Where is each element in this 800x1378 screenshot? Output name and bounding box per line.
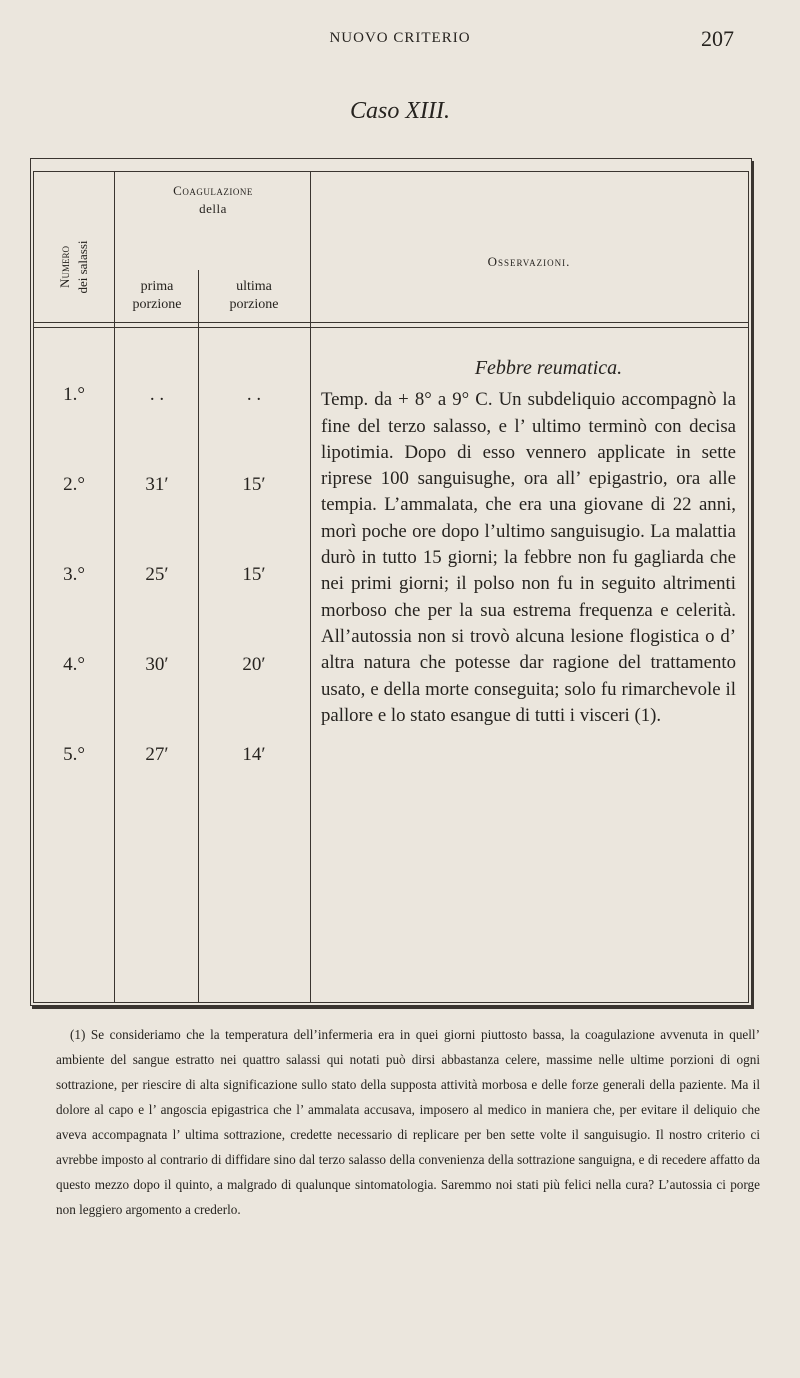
numero-label: Numero (57, 246, 72, 288)
row-number: 2.° (63, 474, 85, 495)
row-number: 5.° (63, 744, 85, 765)
ultima-porzione-header (198, 278, 310, 314)
footnote-text: (1) Se consideriamo che la temperatura dell’infermeria era in quei giorni piuttosto bassa, la coagulazione avvenuta in quell’ ambiente del sangue estratto nei quattro salassi qui notati può dirsi abbastanza celere, massime nelle ultime porzioni di ogni sottrazione, per riescire di alta significazione sullo stato della supposta attività morbosa e delle forze generali della paziente. Ma il dolore al capo e l’ angoscia epigastrica che l’ ammalata accusava, imposero al medico in maniera che, per evitare il deliquio che aveva accompagnata l’ ultima sottrazione, credette necessario di replicare per ben sette volte il sanguisugio. Il nostro criterio ci avrebbe imposto al contrario di diffidare sino dal terzo salasso della convenienza della sottrazione sanguigna, e di recedere affatto da questo mezzo dopo il quinto, a malgrado di qualunque sintomatologia. Saremmo noi stati più felici nella cura? L’autossia ci porge non leggiero argomento a crederlo. (56, 1027, 760, 1217)
coagulazione-header (116, 182, 310, 218)
prima-value: 31′ (145, 474, 169, 495)
salassi-label: dei salassi (75, 240, 90, 294)
column-divider (310, 172, 311, 1002)
row-number: 3.° (63, 564, 85, 585)
column-divider (198, 270, 199, 1002)
running-title: NUOVO CRITERIO (329, 30, 471, 46)
ultima-value: 20′ (242, 654, 266, 675)
page-number: 207 (701, 26, 734, 51)
coagulazione-label: Coagulazione (173, 183, 253, 198)
prima-porzione-header (116, 278, 198, 314)
running-header (0, 28, 800, 52)
numero-header (42, 212, 106, 322)
ultima-value: 15′ (242, 564, 266, 585)
prima-value: 25′ (145, 564, 169, 585)
ultima-value: . . (246, 384, 262, 405)
prima-porzione-label: porzione (132, 297, 182, 312)
row-number: 1.° (63, 384, 85, 405)
case-title: Caso XIII. (350, 98, 450, 124)
column-divider (114, 172, 115, 1002)
header-divider (34, 322, 748, 323)
observations-cell (321, 355, 736, 729)
footnote (56, 1022, 760, 1222)
osservazioni-header: Osservazioni. (487, 254, 571, 269)
prima-value: 30′ (145, 654, 169, 675)
ultima-value: 14′ (242, 744, 266, 765)
ultima-label: ultima (236, 279, 272, 294)
prima-label: prima (140, 279, 174, 294)
observation-title: Febbre reumatica. (474, 357, 623, 379)
ultima-value: 15′ (242, 474, 266, 495)
della-label: della (199, 201, 227, 216)
data-table (30, 158, 752, 1006)
observation-text: Temp. da + 8° a 9° C. Un subdeliquio accompagnò la fine del terzo salasso, e l’ ultimo terminò con decisa lipotimia. Dopo di esso vennero applicate in sette riprese 100 sanguisughe, ora all’ epigastrio, ora alle tempia. L’ammalata, che era una giovane di 22 anni, morì poche ore dopo l’ultimo sanguisugio. La malattia durò in tutto 15 giorni; la febbre non fu gagliarda che nei primi giorni; il polso non fu in seguito altrimenti morboso che per la sua estrema frequenza e celerità. All’autossia non si trovò alcuna lesione flogistica o d’ altra natura che potesse dar ragione del trattamento usato, e della morte conseguita; solo fu rimarchevole il pallore e lo stato esangue di tutti i visceri (1). (321, 389, 736, 726)
row-number: 4.° (63, 654, 85, 675)
prima-value: 27′ (145, 744, 169, 765)
header-divider (34, 327, 748, 328)
ultima-porzione-label: porzione (229, 297, 279, 312)
prima-value: . . (149, 384, 165, 405)
